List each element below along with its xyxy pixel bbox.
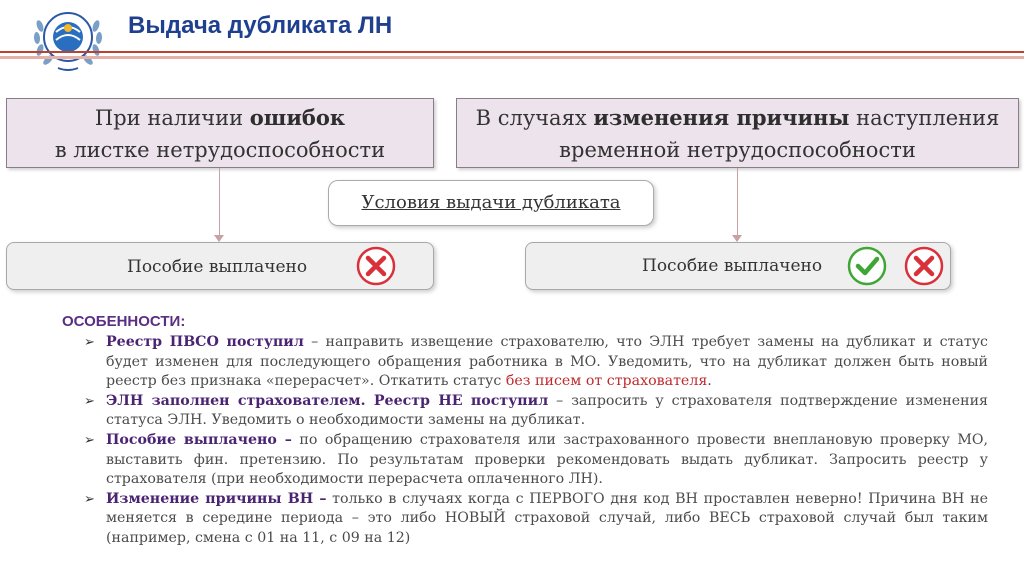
cross-icon (356, 246, 396, 286)
connector-right (737, 168, 738, 236)
connector-left-arrowhead (214, 235, 224, 242)
errors-text-after: в листке нетрудоспособности (54, 138, 386, 162)
check-icon (847, 246, 887, 286)
feature-bold: Изменение причины ВН – (106, 490, 327, 507)
feature-bold: Реестр ПВСО поступил (106, 334, 304, 350)
page-title: Выдача дубликата ЛН (128, 12, 393, 39)
feature-text: только в случаях когда с ПЕРВОГО дня код ВН проставлен неверно! Причина ВН не меняется в середине периода – это либо НОВЫЙ страховой случай, либо ВЕСЬ страховой случай был таким (например, смена с 01 на 11, с 09 на 12) (106, 490, 988, 546)
duplicate-conditions-box (328, 180, 654, 226)
connector-left (219, 168, 220, 236)
reason-text-bold: изменения причины (593, 105, 850, 130)
arrow-bullet-icon: ➢ (84, 432, 95, 448)
benefit-paid-label-left: Пособие выплачено (127, 257, 308, 277)
benefit-paid-label-right: Пособие выплачено (642, 256, 823, 276)
reason-text-line2: временной нетрудоспособности (559, 138, 916, 162)
feature-tail: . (707, 373, 712, 390)
duplicate-conditions-label: Условия выдачи дубликата (361, 192, 621, 213)
arrow-bullet-icon: ➢ (84, 491, 95, 507)
benefit-paid-box-right (525, 242, 951, 290)
header-divider-accent (0, 56, 1024, 59)
reason-text-after: наступления (849, 106, 1000, 130)
feature-red-text: без писем от страхователя (505, 373, 708, 390)
list-item (84, 392, 988, 431)
features-list (84, 333, 988, 549)
cross-icon (904, 246, 944, 286)
fss-emblem-logo (28, 4, 108, 74)
connector-right-arrowhead (732, 235, 742, 242)
reason-change-condition-box (456, 98, 1019, 168)
errors-text-before: При наличии (94, 106, 250, 130)
list-item (84, 490, 988, 549)
header-divider (0, 51, 1024, 53)
list-item (84, 333, 988, 392)
errors-condition-box (6, 98, 434, 168)
features-heading: ОСОБЕННОСТИ: (62, 313, 186, 330)
arrow-bullet-icon: ➢ (84, 393, 95, 409)
feature-bold: ЭЛН заполнен страхователем. Реестр НЕ поступил (106, 392, 549, 409)
feature-text: по обращению страхователя или застрахованного провести внеплановую проверку МО, выставить фин. претензию. По результатам проверки рекомендовать выдать дубликат. Запросить реестр у страхователя (при необходимости перерасчета оплаченного ЛН). (106, 431, 988, 488)
feature-bold: Пособие выплачено – (106, 431, 292, 448)
errors-text-bold: ошибок (249, 105, 346, 130)
feature-text: – направить извещение страхователю, что ЭЛН требует замены на дубликат и статус будет изменен для последующего обращения работника в МО. Уведомить, что на дубликат должен быть новый реестр без признака «перерасчет». Откатить статус (106, 334, 988, 390)
arrow-bullet-icon: ➢ (84, 335, 95, 350)
feature-text: – запросить у страхователя подтверждение изменения статуса ЭЛН. Уведомить о необходимости замены на дубликат. (106, 392, 988, 429)
reason-text-before: В случаях (475, 106, 594, 130)
list-item (84, 431, 988, 490)
